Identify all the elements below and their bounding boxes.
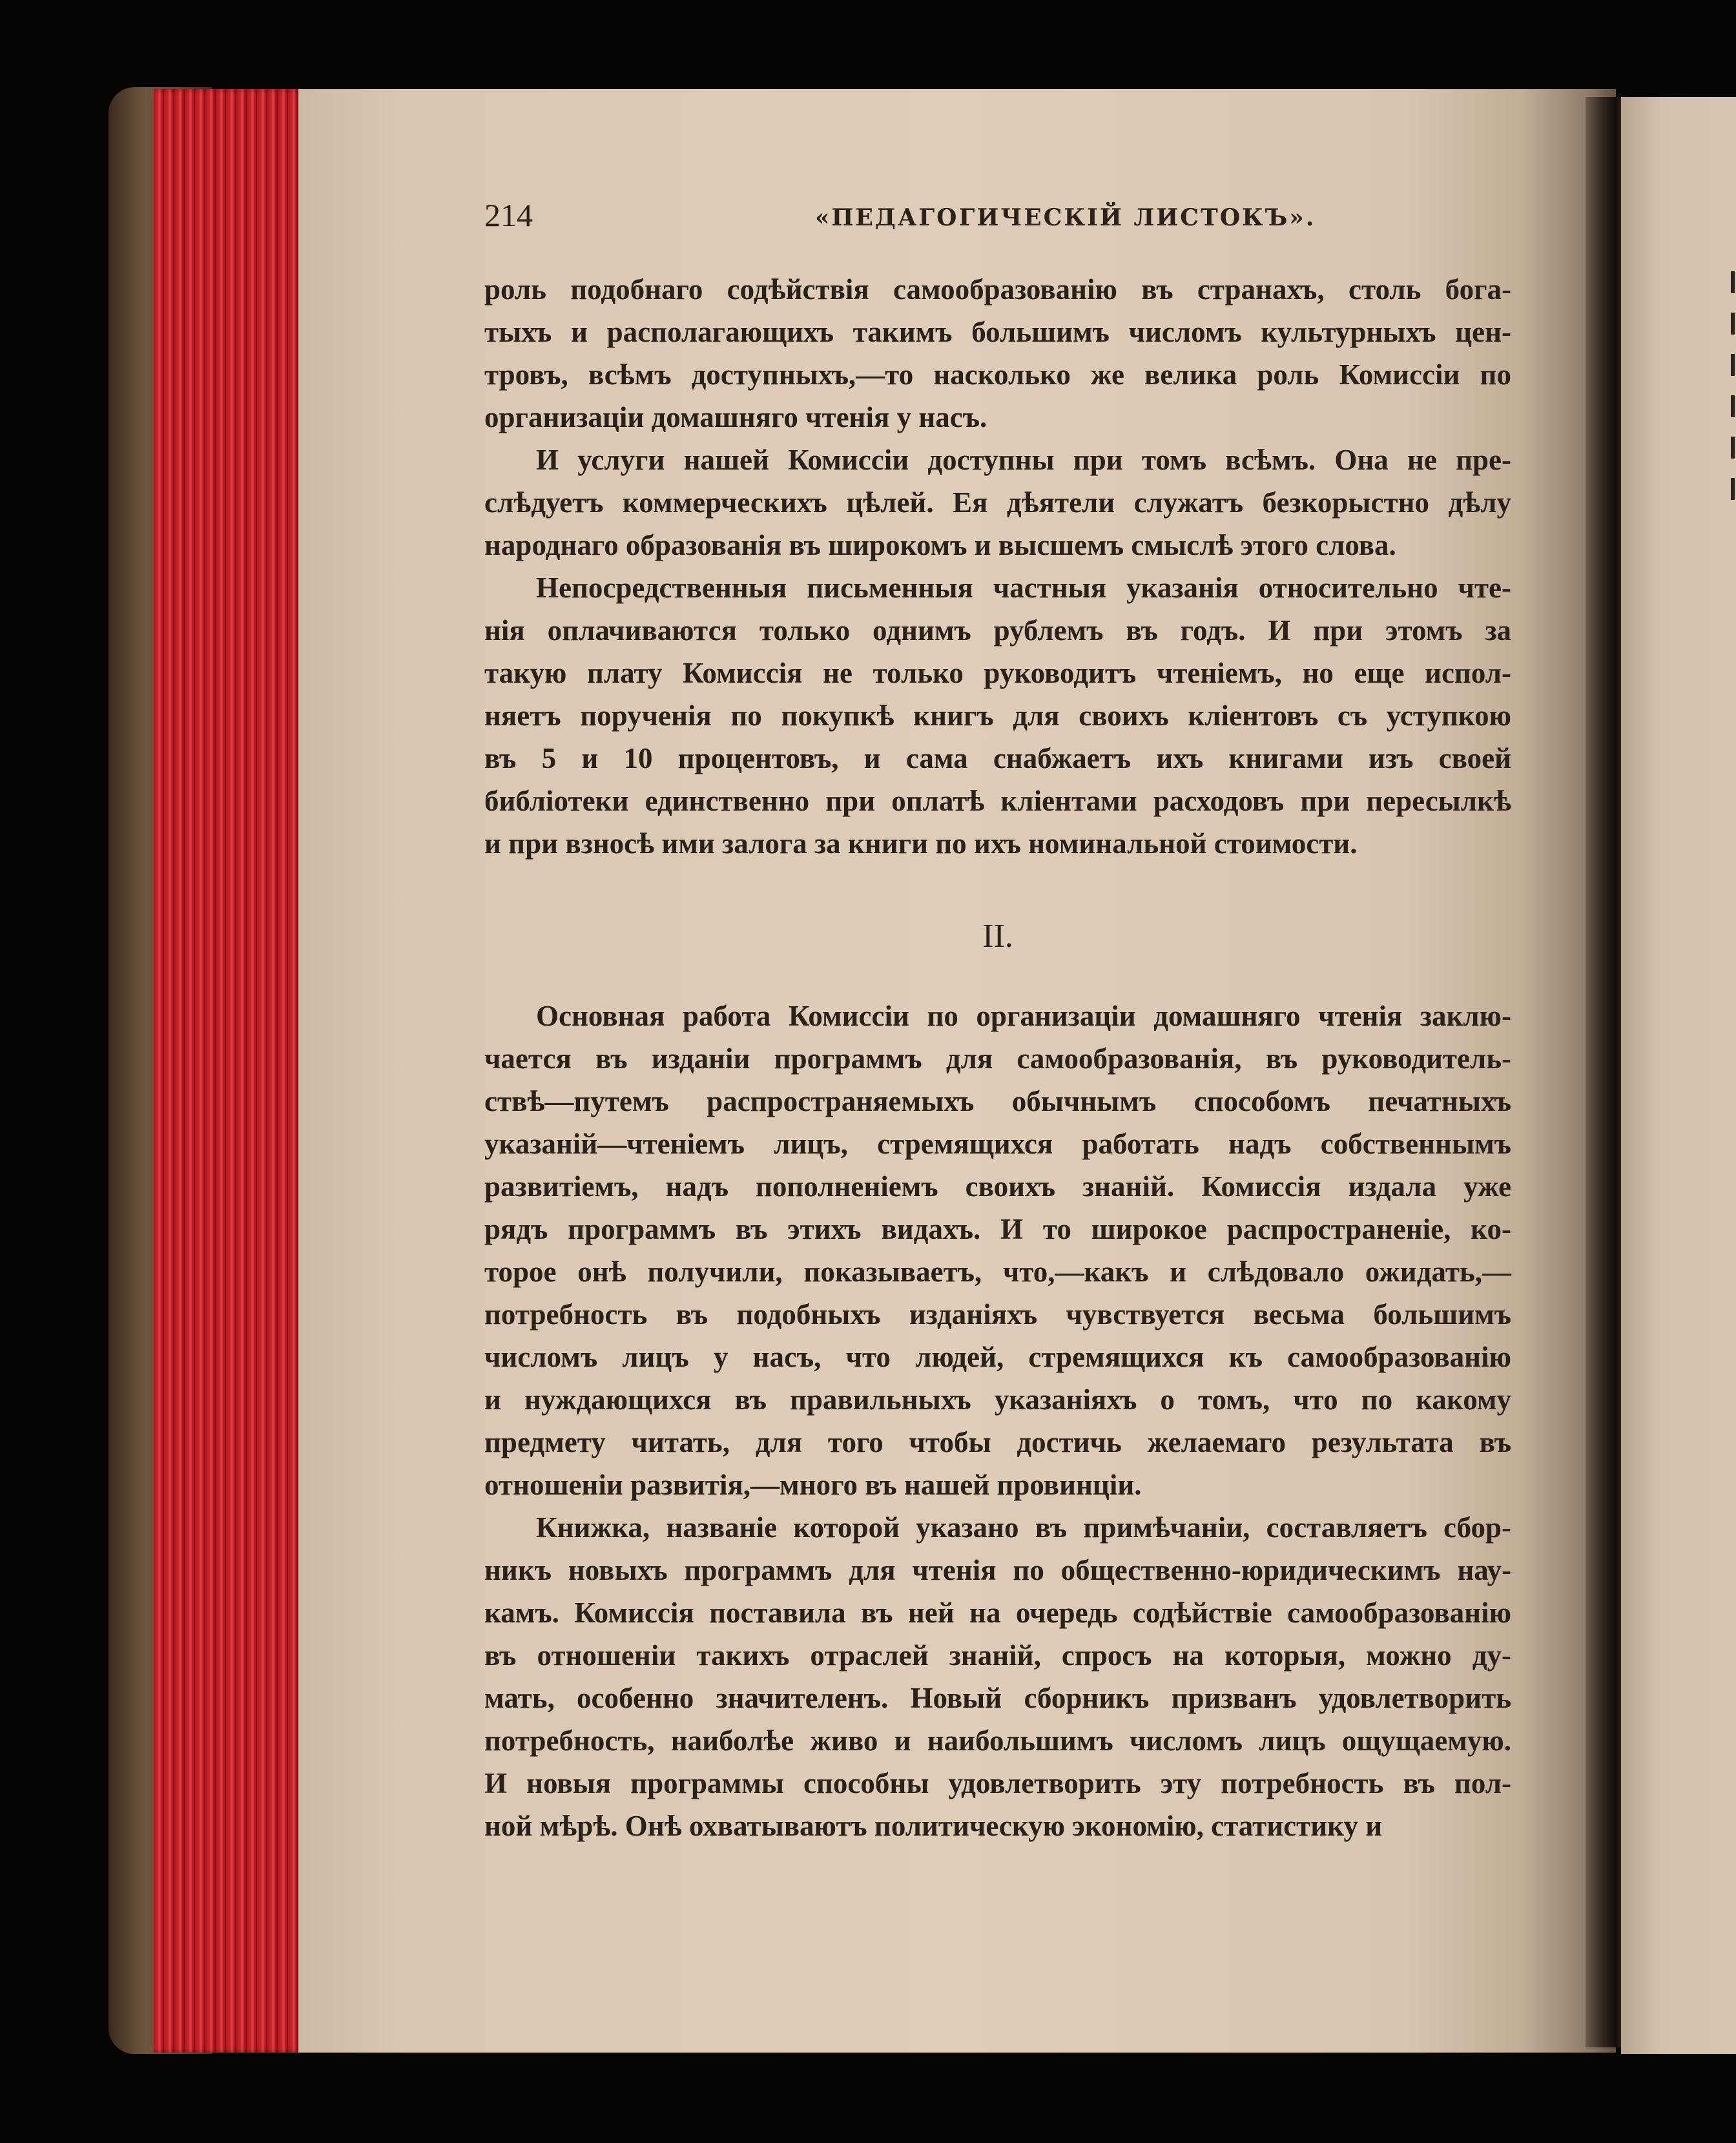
- text-line: предмету читать, для того чтобы достичь желаемаго результата въ: [484, 1426, 1511, 1458]
- text-line: нія оплачиваются только однимъ рублемъ въ годъ. И при этомъ за: [484, 614, 1511, 647]
- text-line: тровъ, всѣмъ доступныхъ,—то насколько же велика роль Комиссіи по: [484, 358, 1511, 391]
- journal-title: «ПЕДАГОГИЧЕСКІЙ ЛИСТОКЪ».: [815, 204, 1316, 231]
- text-line: торое онѣ получили, показываетъ, что,—какъ и слѣдовало ожидать,—: [484, 1256, 1511, 1288]
- text-line: слѣдуетъ коммерческихъ цѣлей. Ея дѣятели служатъ безкорыстно дѣлу: [484, 486, 1511, 519]
- text-line: няетъ порученія по покупкѣ книгъ для своихъ кліентовъ съ уступкою: [484, 699, 1511, 732]
- text-block-before-section: [484, 268, 1511, 865]
- text-line: такую плату Комиссія не только руководитъ чтеніемъ, но еще испол-: [484, 657, 1511, 689]
- text-line: потребность, наиболѣе живо и наибольшимъ числомъ лицъ ощущаемую.: [484, 1724, 1511, 1757]
- text-line: библіотеки единственно при оплатѣ кліентами расходовъ при пересылкѣ: [484, 785, 1511, 817]
- facing-page: [1621, 97, 1736, 2054]
- text-line: указаній—чтеніемъ лицъ, стремящихся работать надъ собственнымъ: [484, 1128, 1511, 1160]
- text-line: ствѣ—путемъ распространяемыхъ обычнымъ способомъ печатныхъ: [484, 1085, 1511, 1117]
- text-line: въ 5 и 10 процентовъ, и сама снабжаетъ ихъ книгами изъ своей: [484, 742, 1511, 774]
- text-line: роль подобнаго содѣйствія самообразованію въ странахъ, столь бога-: [484, 273, 1511, 305]
- book-gutter: [1586, 97, 1626, 2047]
- text-line: рядъ программъ въ этихъ видахъ. И то широкое распространеніе, ко-: [484, 1213, 1511, 1245]
- text-line: въ отношеніи такихъ отраслей знаній, спросъ на которыя, можно ду-: [484, 1639, 1511, 1672]
- text-line: отношеніи развитія,—много въ нашей провинціи.: [484, 1469, 1142, 1501]
- text-line: тыхъ и располагающихъ такимъ большимъ числомъ культурныхъ цен-: [484, 316, 1511, 348]
- text-line: числомъ лицъ у насъ, что людей, стремящихся къ самообразованію: [484, 1341, 1511, 1373]
- text-line: чается въ изданіи программъ для самообразованія, въ руководитель-: [484, 1042, 1511, 1075]
- text-line: потребность въ подобныхъ изданіяхъ чувствуется весьма большимъ: [484, 1298, 1511, 1330]
- text-line: и нуждающихся въ правильныхъ указаніяхъ о томъ, что по какому: [484, 1383, 1511, 1416]
- text-block-section-two: [484, 995, 1511, 1847]
- text-line: ной мѣрѣ. Онѣ охватываютъ политическую экономію, статистику и: [484, 1810, 1383, 1842]
- section-heading: II.: [982, 918, 1013, 955]
- text-line: и при взносѣ ими залога за книги по ихъ номинальной стоимости.: [484, 827, 1358, 860]
- text-line: Книжка, названіе которой указано въ примѣчаніи, составляетъ сбор-: [536, 1511, 1511, 1544]
- text-line: организаціи домашняго чтенія у насъ.: [484, 401, 987, 433]
- text-line: народнаго образованія въ широкомъ и высшемъ смыслѣ этого слова.: [484, 529, 1396, 561]
- text-line: камъ. Комиссія поставила въ ней на очередь содѣйствіе самообразованію: [484, 1597, 1511, 1629]
- text-line: мать, особенно значителенъ. Новый сборникъ призванъ удовлетворить: [484, 1682, 1511, 1714]
- text-line: развитіемъ, надъ пополненіемъ своихъ знаній. Комиссія издала уже: [484, 1170, 1511, 1203]
- running-head: [484, 196, 1518, 234]
- text-line: никъ новыхъ программъ для чтенія по общественно-юридическимъ нау-: [484, 1554, 1511, 1586]
- red-page-edges: [154, 89, 304, 2053]
- text-line: Непосредственныя письменныя частныя указанія относительно чте-: [536, 572, 1511, 604]
- page-number: 214: [484, 197, 533, 233]
- facing-page-text-fragments: [1731, 271, 1736, 519]
- text-line: И новыя программы способны удовлетворить эту потребность въ пол-: [484, 1767, 1511, 1799]
- text-line: Основная работа Комиссіи по организаціи домашняго чтенія заклю-: [536, 1000, 1511, 1032]
- text-line: И услуги нашей Комиссіи доступны при томъ всѣмъ. Она не пре-: [536, 444, 1511, 476]
